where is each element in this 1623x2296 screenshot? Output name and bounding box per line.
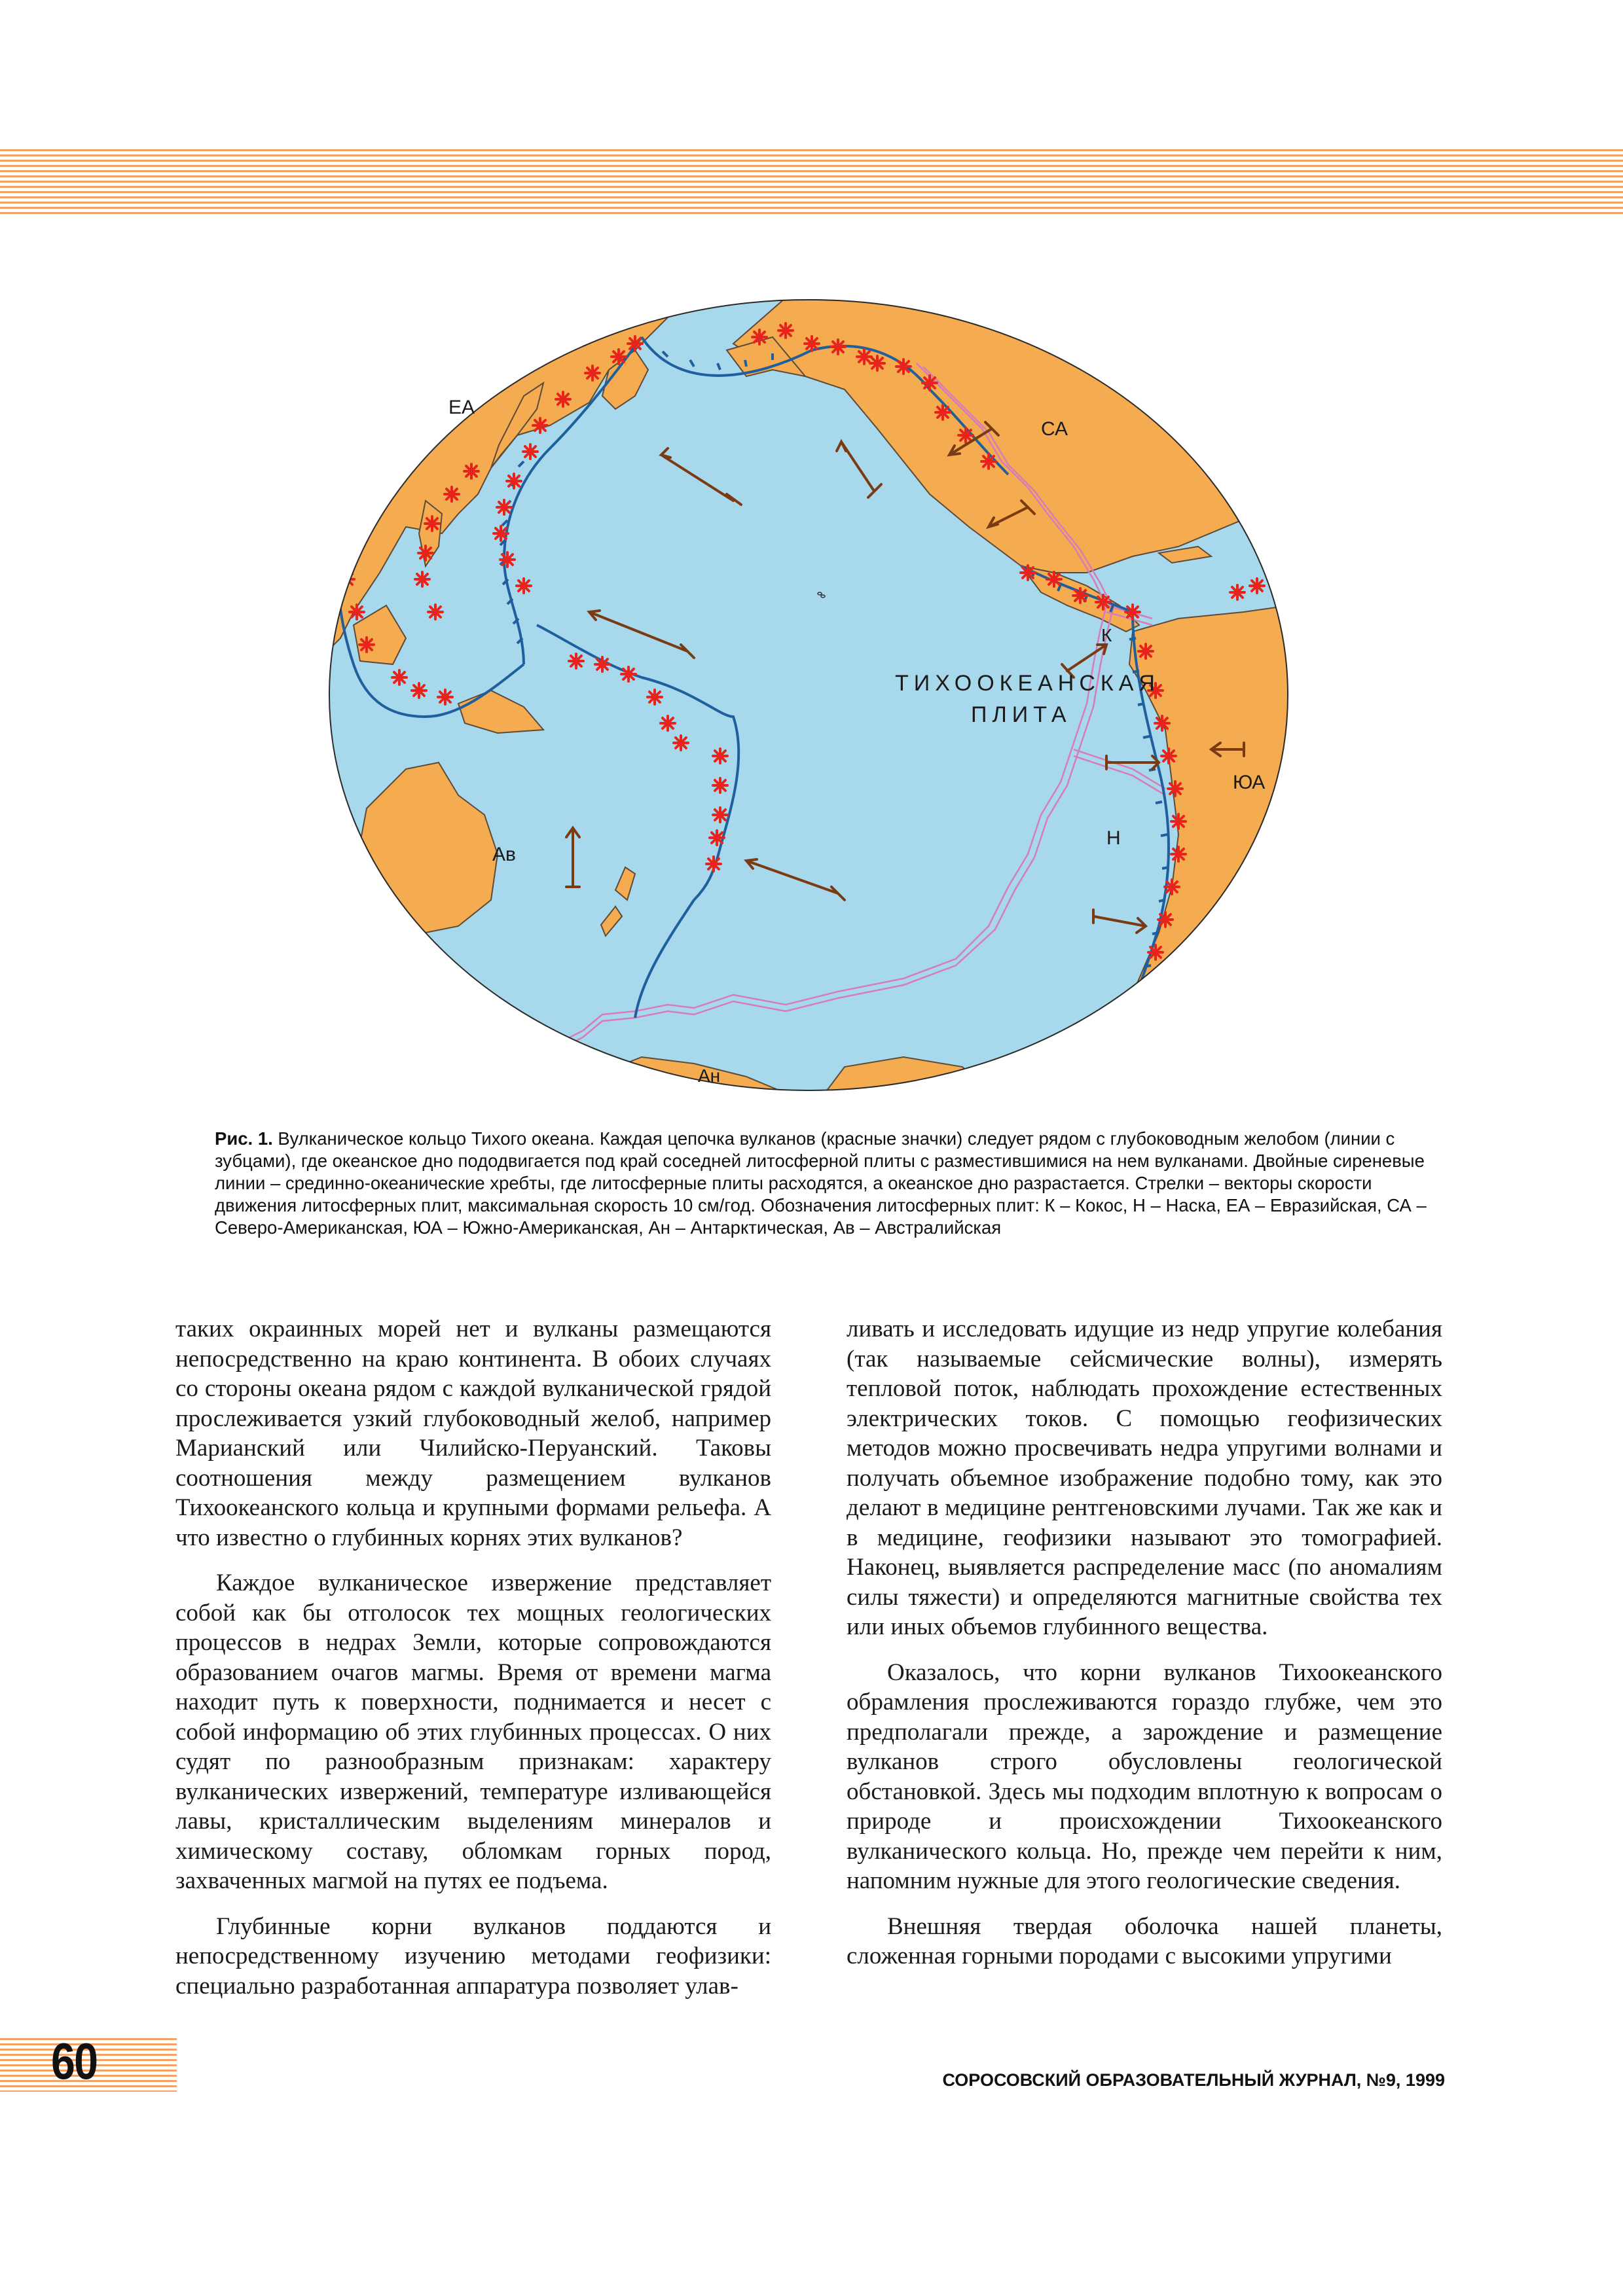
figure-caption-label: Рис. 1. bbox=[215, 1128, 273, 1149]
right-column bbox=[847, 1314, 1442, 1971]
plate-label-n: Н bbox=[1106, 827, 1121, 849]
right-paragraph-2: Оказалось, что корни вулканов Тихоокеанского обрамления прослеживаются гораздо глубже, чем это предполагали прежде, а зарождение и размещение вулканов строго обусловлены геологической обстановкой. Здесь мы подходим вплотную к вопросам о природе и происхождении Тихоокеанского вулканического кольца. Но, прежде чем перейти к ним, напомним нужные для этого геологические сведения. bbox=[847, 1659, 1442, 1894]
plate-label-yua: ЮА bbox=[1233, 772, 1266, 793]
plate-label-av: Ав bbox=[492, 844, 516, 865]
plate-label-an: Ан bbox=[698, 1066, 721, 1086]
left-paragraph-1: таких окраинных морей нет и вулканы размещаются непосредственно на краю континента. В обоих случаях со стороны океана рядом с каждой вулканической грядой прослеживается узкий глубоководный желоб, например Марианский или Чилийско-Перуанский. Таковы соотношения между размещением вулканов Тихоокеанского кольца и крупными формами рельефа. А что известно о глубинных корнях этих вулканов? bbox=[175, 1316, 771, 1551]
header-stripe-band bbox=[0, 149, 1623, 215]
journal-footer: СОРОСОВСКИЙ ОБРАЗОВАТЕЛЬНЫЙ ЖУРНАЛ, №9, 1999 bbox=[942, 2070, 1445, 2090]
left-column bbox=[175, 1314, 771, 2001]
left-paragraph-3: Глубинные корни вулканов поддаются и непосредственному изучению методами геофизики: специально разработанная аппаратура позволяет улав- bbox=[175, 1912, 771, 2000]
plate-label-ea: ЕА bbox=[448, 397, 475, 418]
right-paragraph-1: ливать и исследовать идущие из недр упругие колебания (так называемые сейсмические волны), измерять тепловой поток, наблюдать прохождение естественных электрических токов. С помощью геофизических методов можно просвечивать недра упругими волнами и получать объемное изображение подобно тому, как это делают в медицине рентгеновскими лучами. Так же как и в медицине, геофизики называют это томографией. Наконец, выявляется распределение масс (по аномалиям силы тяжести) и определяются магнитные свойства тех или иных объемов глубинного вещества. bbox=[847, 1316, 1442, 1640]
plate-label-k: К bbox=[1101, 625, 1112, 645]
figure-caption bbox=[215, 1128, 1446, 1239]
pacific-ring-map bbox=[327, 298, 1290, 1093]
page-number: 60 bbox=[51, 2032, 98, 2090]
figure-caption-text: Вулканическое кольцо Тихого океана. Каждая цепочка вулканов (красные значки) следует рядом с глубоководным желобом (линии с зубцами), где океанское дно пододвигается под край соседней литосферной плиты с разместившимися на нем вулканами. Двойные сиреневые линии – срединно-океанические хребты, где литосферные плиты расходятся, а океанское дно разрастается. Стрелки – векторы скорости движения литосферных плит, максимальная скорость 10 см/год. Обозначения литосферных плит: К – Кокос, Н – Наска, ЕА – Евразийская, СА – Северо-Американская, ЮА – Южно-Американская, Ан – Антарктическая, Ав – Австралийская bbox=[215, 1128, 1427, 1238]
right-paragraph-3: Внешняя твердая оболочка нашей планеты, сложенная горными породами с высокими упругими bbox=[847, 1912, 1442, 1969]
left-paragraph-2: Каждое вулканическое извержение представляет собой как бы отголосок тех мощных геологических процессов в недрах Земли, которые сопровождаются образованием очагов магмы. Время от времени магма находит путь к поверхности, поднимается и несет с собой информацию об этих глубинных процессах. О них судят по разнообразным признакам: характеру вулканических извержений, температуре изливающейся лавы, кристаллическим выделениям минералов и химическому составу, обломкам горных пород, захваченных магмой на путях ее подъема. bbox=[175, 1570, 771, 1894]
pacific-plate-label-line1: ТИХООКЕАНСКАЯ bbox=[895, 671, 1160, 696]
plate-label-ca: СА bbox=[1041, 418, 1068, 440]
pacific-plate-label-line2: ПЛИТА bbox=[971, 702, 1072, 727]
